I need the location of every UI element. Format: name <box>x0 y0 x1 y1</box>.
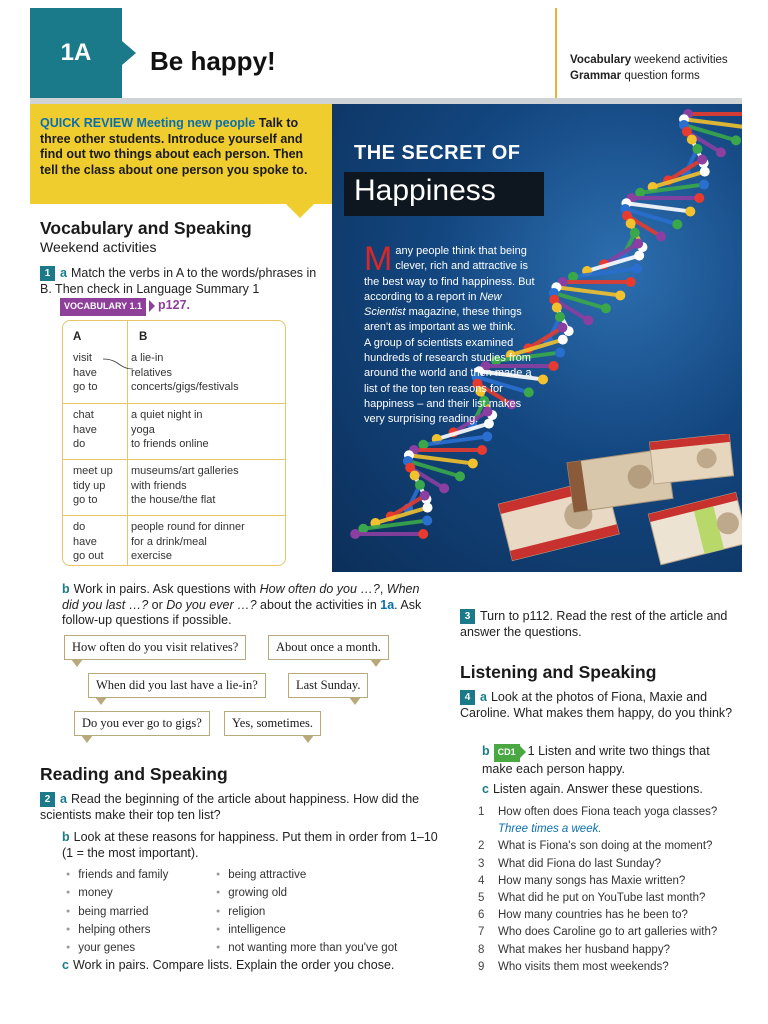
exercise-letter: a <box>60 792 67 806</box>
question-text: How many songs has Maxie written? <box>498 874 686 887</box>
list-item: ● being attractive <box>216 866 397 884</box>
list-item: ● money <box>66 884 168 902</box>
questions-list <box>478 804 738 976</box>
verb: go out <box>73 550 104 562</box>
speech-bubble: How often do you visit relatives? <box>64 635 246 660</box>
exercise-text: or <box>148 597 167 612</box>
question-text: What is Fiona's son doing at the moment? <box>498 840 713 853</box>
exercise-text: Work in pairs. Compare lists. Explain the order you chose. <box>72 958 395 972</box>
table-cell-a <box>73 464 113 508</box>
audio-cd-tag[interactable]: CD1 <box>494 744 520 762</box>
question-text: What did he put on YouTube last month? <box>498 892 706 905</box>
page-reference-link[interactable]: p127. <box>158 298 190 312</box>
speech-bubble: About once a month. <box>268 635 389 660</box>
quick-review-label: QUICK REVIEW Meeting new people <box>40 116 256 130</box>
phrase: people round for dinner <box>131 521 245 533</box>
exercise-4b <box>482 744 740 777</box>
list-item <box>478 856 738 873</box>
reasons-list-right <box>216 866 397 957</box>
list-item: ● intelligence <box>216 921 397 939</box>
question-text: Who visits them most weekends? <box>498 960 669 973</box>
play-arrow-icon[interactable] <box>520 746 526 758</box>
unit-arrow-icon <box>122 41 136 65</box>
table-cell-a <box>73 520 104 564</box>
example-answer: Three times a week. <box>498 823 602 836</box>
exercise-letter: b <box>62 830 70 844</box>
list-item <box>478 890 738 907</box>
table-header-a: A <box>73 331 82 343</box>
phrase: with friends <box>131 479 187 492</box>
exercise-3 <box>460 609 740 640</box>
vocab-subheading: Weekend activities <box>40 239 157 255</box>
exercise-1a <box>40 266 330 316</box>
quick-review-box <box>30 104 332 204</box>
table-cell-b <box>131 464 239 508</box>
meta-vocab-label: Vocabulary <box>570 54 632 66</box>
question-number: 4 <box>478 874 485 887</box>
match-line-icon <box>101 355 135 373</box>
meta-grammar-value: question forms <box>624 70 700 82</box>
list-item <box>478 942 738 959</box>
exercise-text: , <box>379 582 387 596</box>
list-item <box>478 804 738 838</box>
exercise-text: Turn to p112. Read the rest of the article and answer the questions. <box>460 609 728 639</box>
exercise-text: Look at these reasons for happiness. Put them in order from 1–10 (1 = the most important). <box>62 830 438 860</box>
exercise-italic: Do you ever …? <box>166 597 257 612</box>
speech-bubble: Do you ever go to gigs? <box>74 711 210 736</box>
phrase: museums/art galleries <box>131 465 239 477</box>
table-cell-b <box>131 520 245 564</box>
verb: tidy up <box>73 479 106 492</box>
article-image <box>332 104 742 572</box>
list-item: ● friends and family <box>66 866 168 884</box>
exercise-text: Listen and write two things that make each person happy. <box>482 744 710 776</box>
table-row <box>63 459 285 515</box>
list-item <box>478 959 738 976</box>
phrase: concerts/gigs/festivals <box>131 381 239 393</box>
phrase: for a drink/meal <box>131 535 207 548</box>
reasons-list-left <box>66 866 168 957</box>
question-number: 1 <box>478 806 485 818</box>
exercise-italic: How often do you …? <box>259 582 380 596</box>
exercise-2a <box>40 792 440 823</box>
question-number: 7 <box>478 926 485 939</box>
article-source: New Scientist <box>364 290 502 319</box>
listening-heading: Listening and Speaking <box>460 662 657 682</box>
question-text: What did Fiona do last Sunday? <box>498 857 662 870</box>
question-number: 8 <box>478 943 485 956</box>
vocab-table <box>62 320 286 566</box>
banknotes-icon <box>482 434 742 572</box>
unit-number: 1A <box>60 39 92 66</box>
meta-grammar-label: Grammar <box>570 70 622 82</box>
exercise-letter: a <box>480 690 487 704</box>
audio-track: 1 <box>527 744 535 758</box>
question-text: Who does Caroline go to art galleries with? <box>498 926 718 939</box>
table-cell-b <box>131 351 239 395</box>
exercise-text: Read the beginning of the article about happiness. How did the scientists make their top ten list? <box>40 792 420 822</box>
reading-heading: Reading and Speaking <box>40 764 228 784</box>
exercise-letter: a <box>60 266 67 280</box>
table-row <box>63 515 285 571</box>
vocab-heading: Vocabulary and Speaking <box>40 218 252 238</box>
phrase: the house/the flat <box>131 494 216 506</box>
phrase: a quiet night in <box>131 409 203 421</box>
verb: have <box>73 423 97 436</box>
exercise-text: Listen again. Answer these questions. <box>492 782 703 796</box>
question-number: 9 <box>478 960 485 973</box>
quick-review-tail <box>286 204 314 218</box>
textbook-page <box>30 8 742 1008</box>
meta-vocab-value: weekend activities <box>634 54 728 66</box>
exercise-letter: c <box>482 782 489 796</box>
article-text-2: magazine, these things aren't as important as we think. <box>364 306 522 334</box>
list-item: ● being married <box>66 903 168 921</box>
verb: go to <box>73 381 98 393</box>
exercise-text: Look at the photos of Fiona, Maxie and Caroline. What makes them happy, do you think? <box>460 690 733 720</box>
question-text: How often does Fiona teach yoga classes? <box>498 806 718 818</box>
list-item: ● not wanting more than you've got <box>216 939 397 957</box>
table-cell-a <box>73 408 97 452</box>
verb: have <box>73 535 97 548</box>
exercise-text: Work in pairs. Ask questions with <box>73 582 260 596</box>
exercise-text: Match the verbs in A to the words/phrases in B. Then check in Language Summary 1 <box>40 266 317 296</box>
header-meta <box>570 52 728 84</box>
article-text-1: any people think that being clever, rich and attractive is the best way to find happiness. But according to a report in <box>364 245 535 303</box>
list-item: ● religion <box>216 903 397 921</box>
exercise-2c <box>62 958 452 974</box>
speech-bubble: Yes, sometimes. <box>224 711 321 736</box>
exercise-number: 4 <box>460 690 475 705</box>
question-text: How many countries has he been to? <box>498 909 688 922</box>
phrase: to friends online <box>131 438 209 450</box>
phrase: exercise <box>131 550 172 562</box>
list-item: ● growing old <box>216 884 397 902</box>
exercise-2b <box>62 830 442 861</box>
list-item: ● helping others <box>66 921 168 939</box>
question-number: 2 <box>478 840 485 853</box>
article-intro <box>364 240 540 428</box>
list-item <box>478 907 738 924</box>
page-title: Be happy! <box>150 46 276 76</box>
verb: meet up <box>73 465 113 477</box>
list-item <box>478 873 738 890</box>
list-item <box>478 838 738 855</box>
exercise-number: 2 <box>40 792 55 807</box>
exercise-text: about the activities in <box>256 597 381 612</box>
question-number: 5 <box>478 892 485 905</box>
phrase: relatives <box>131 366 172 379</box>
exercise-number: 1 <box>40 266 55 281</box>
table-header-b: B <box>139 331 148 343</box>
verb: do <box>73 521 86 533</box>
exercise-letter: b <box>482 744 490 758</box>
tag-arrow-icon <box>149 300 155 312</box>
article-dropcap: M <box>364 240 393 278</box>
phrase: a lie-in <box>131 352 164 364</box>
question-number: 6 <box>478 909 485 922</box>
exercise-letter: c <box>62 958 69 972</box>
verb: go to <box>73 494 98 506</box>
exercise-letter: b <box>62 582 70 596</box>
list-item: ● your genes <box>66 939 168 957</box>
verb: have <box>73 366 97 379</box>
verb: visit <box>73 352 92 364</box>
speech-bubble: Last Sunday. <box>288 673 368 698</box>
exercise-reference: 1a <box>380 597 395 612</box>
list-item <box>478 924 738 941</box>
exercise-4c <box>482 782 740 798</box>
exercise-number: 3 <box>460 609 475 624</box>
table-cell-a <box>73 351 97 395</box>
exercise-4a <box>460 690 742 721</box>
speech-bubble: When did you last have a lie-in? <box>88 673 266 698</box>
question-number: 3 <box>478 857 485 870</box>
table-row <box>63 403 285 459</box>
table-cell-b <box>131 408 209 452</box>
article-title-small: THE SECRET OF <box>354 142 521 164</box>
header-divider <box>555 8 557 102</box>
quick-review-text: Talk to three other students. Introduce yourself and find out two things about each person. Then tell the class about one person you spoke to. <box>40 116 308 177</box>
verb: do <box>73 438 86 450</box>
article-title-big: Happiness <box>354 174 496 207</box>
exercise-italic: When did you last …? <box>62 582 420 612</box>
table-row <box>63 347 285 403</box>
vocabulary-tag[interactable]: VOCABULARY 1.1 <box>60 298 146 316</box>
unit-number-box <box>30 8 122 98</box>
phrase: yoga <box>131 423 155 436</box>
verb: chat <box>73 409 94 421</box>
exercise-1b <box>62 582 434 629</box>
article-text-3: A group of scientists examined hundreds of research studies from around the world and then made a list of the top ten reasons for happiness – and their list makes very surprising reading. <box>364 336 532 426</box>
question-text: What makes her husband happy? <box>498 943 670 956</box>
exercise-text: . Ask follow-up questions if possible. <box>62 597 422 627</box>
